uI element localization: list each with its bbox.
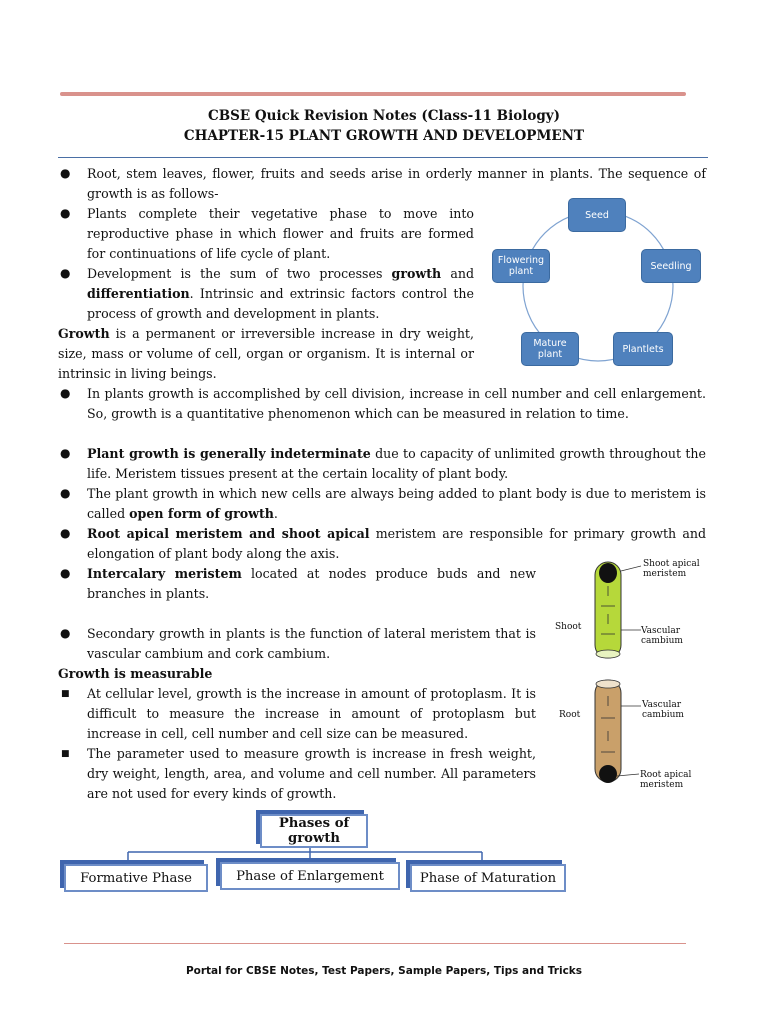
list-item: ● Root apical meristem and shoot apical meristem are responsible for primary growth and elongation of plant body along the axis.: [60, 526, 707, 561]
root-label: Root: [559, 710, 581, 720]
meristem-figure: [543, 556, 708, 796]
list-item: ● Plants complete their vegetative phase to move into reproductive phase in which flower and fruits are formed for continuations of life cycle of plant.: [60, 206, 474, 261]
phase-node-enlargement: Phase of Enlargement: [220, 862, 400, 890]
list-item: ■ The parameter used to measure growth is increase in fresh weight, dry weight, length, area, and volume and cell number. All parameters are not used for every kinds of growth.: [61, 746, 536, 801]
cycle-node-seedling: Seedling: [641, 249, 701, 283]
list-item: ● The plant growth in which new cells are always being added to plant body is due to meristem is called open form of growth.: [60, 486, 706, 521]
list-item: ● In plants growth is accomplished by cell division, increase in cell number and cell enlargement. So, growth is a quantitative phenomenon which can be measured in relation to time.: [60, 386, 706, 421]
header-rule: [60, 92, 686, 96]
shoot-apical-label: Shoot apical meristem: [643, 559, 700, 579]
page-header: [0, 106, 768, 146]
list-item: ● Development is the sum of two processes growth and differentiation. Intrinsic and extrinsic factors control the process of growth and development in plants.: [60, 266, 475, 321]
title-divider: [58, 157, 708, 158]
phase-node-formative: Formative Phase: [64, 864, 208, 892]
page-footer: Portal for CBSE Notes, Test Papers, Sample Papers, Tips and Tricks: [185, 965, 583, 977]
phases-root-node: Phases of growth: [260, 814, 368, 848]
bullet-icon: ●: [60, 166, 71, 180]
bullet-icon: ●: [60, 526, 71, 540]
cycle-node-mature-plant: Mature plant: [521, 332, 579, 366]
bullet-icon: ●: [60, 486, 71, 500]
list-item: ● Secondary growth in plants is the function of lateral meristem that is vascular cambium and cork cambium.: [60, 626, 536, 661]
root-apical-label: Root apical meristem: [640, 770, 692, 790]
shoot-label: Shoot: [555, 622, 582, 632]
list-item: ● Intercalary meristem located at nodes produce buds and new branches in plants.: [60, 566, 537, 601]
bullet-icon: ●: [60, 206, 71, 220]
cycle-node-seed: Seed: [568, 198, 626, 232]
phase-node-maturation: Phase of Maturation: [410, 864, 566, 892]
growth-cycle-diagram: [486, 194, 708, 374]
bullet-icon: ●: [60, 266, 71, 280]
cycle-node-flowering-plant: Flowering plant: [492, 249, 550, 283]
bullet-icon: ●: [60, 566, 71, 580]
page-title: CBSE Quick Revision Notes (Class-11 Biology): [207, 108, 560, 124]
list-item: ● Plant growth is generally indeterminate due to capacity of unlimited growth throughout the life. Meristem tissues present at the certain locality of plant body.: [60, 446, 706, 481]
list-item: ● Root, stem leaves, flower, fruits and seeds arise in orderly manner in plants. The sequence of growth is as follows-: [60, 166, 706, 201]
bullet-icon: ●: [60, 446, 71, 460]
vascular-cambium-label: Vascular cambium: [642, 700, 684, 720]
list-item: ■ At cellular level, growth is the increase in amount of protoplasm. It is difficult to measure the increase in amount of protoplasm but increase in cell, cell number and cell size can be measured.: [61, 686, 536, 741]
bullet-icon: ●: [60, 626, 71, 640]
cycle-node-plantlets: Plantlets: [613, 332, 673, 366]
growth-definition: Growth is a permanent or irreversible increase in dry weight, size, mass or volume of cell, organ or organism. It is internal or intrinsic in living beings.: [58, 326, 474, 381]
stem-illustration: [543, 556, 708, 796]
vascular-cambium-label: Vascular cambium: [641, 626, 683, 646]
section-heading: Growth is measurable: [58, 666, 213, 681]
square-bullet-icon: ■: [61, 689, 70, 699]
footer-rule: [64, 943, 686, 944]
phases-of-growth-diagram: [56, 810, 576, 900]
square-bullet-icon: ■: [61, 749, 70, 759]
bullet-icon: ●: [60, 386, 71, 400]
chapter-title: CHAPTER-15 PLANT GROWTH AND DEVELOPMENT: [183, 128, 585, 144]
